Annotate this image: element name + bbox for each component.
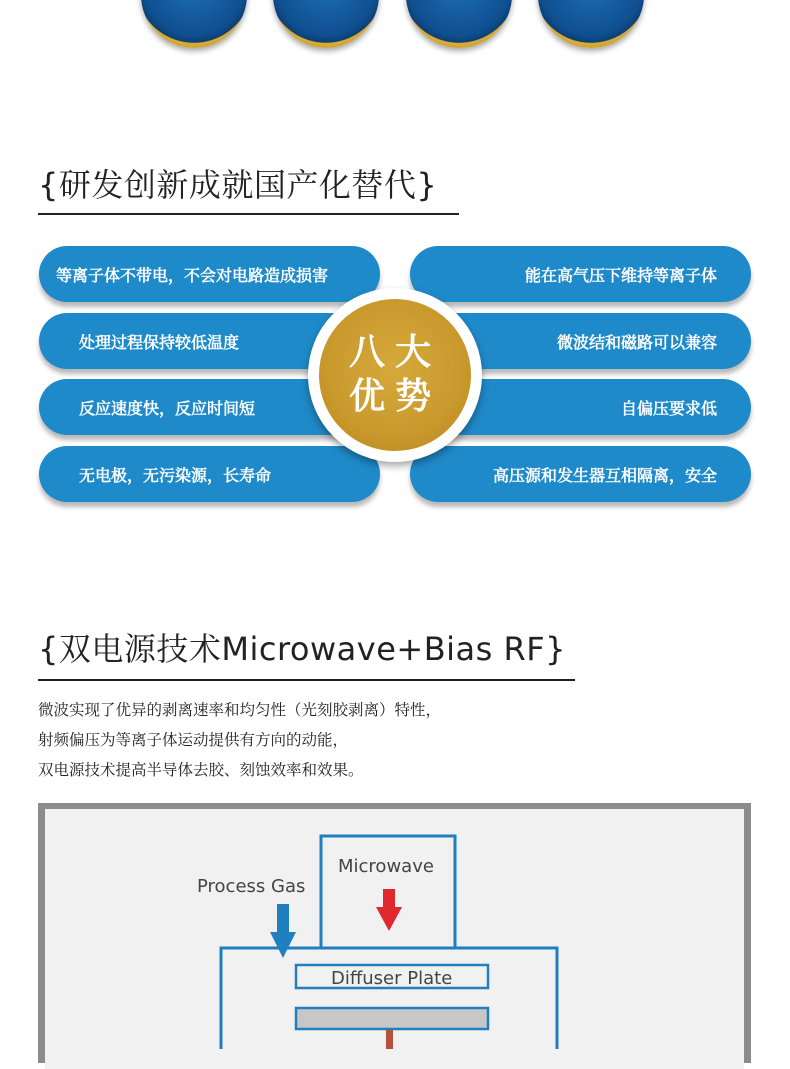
microwave-arrow [376, 889, 402, 931]
advantage-item-4: 无电极，无污染源，长寿命 [39, 446, 380, 502]
advantage-item-3: 反应速度快，反应时间短 [39, 379, 380, 435]
section-title-dual-power: {双电源技术Microwave+Bias RF} [38, 630, 567, 668]
process-gas-label: Process Gas [197, 876, 306, 897]
advantage-item-5: 能在高气压下维持等离子体 [410, 246, 751, 302]
advantage-item-1: 等离子体不带电，不会对电路造成损害 [39, 246, 380, 302]
center-badge-line1: 八大 [348, 332, 441, 373]
paragraph-line-3: 双电源技术提高半导体去胶、刻蚀效率和效果。 [38, 761, 364, 779]
electrode-stem [386, 1030, 393, 1049]
paragraph-line-1: 微波实现了优异的剥离速率和均匀性（光刻胶剥离）特性， [38, 701, 442, 719]
advantage-item-6: 微波结和磁路可以兼容 [410, 313, 751, 369]
section-title-innovation: {研发创新成就国产化替代} [38, 166, 438, 204]
center-badge-line2: 优势 [348, 376, 441, 417]
paragraph-line-2: 射频偏压为等离子体运动提供有方向的动能， [38, 731, 349, 749]
electrode-plate [296, 1008, 488, 1029]
advantage-item-7: 自偏压要求低 [410, 379, 751, 435]
microwave-label: Microwave [338, 856, 434, 877]
advantage-item-2: 处理过程保持较低温度 [39, 313, 380, 369]
process-gas-arrow [270, 904, 296, 958]
advantage-item-8: 高压源和发生器互相隔离，安全 [410, 446, 751, 502]
diffuser-plate-label: Diffuser Plate [331, 968, 453, 989]
